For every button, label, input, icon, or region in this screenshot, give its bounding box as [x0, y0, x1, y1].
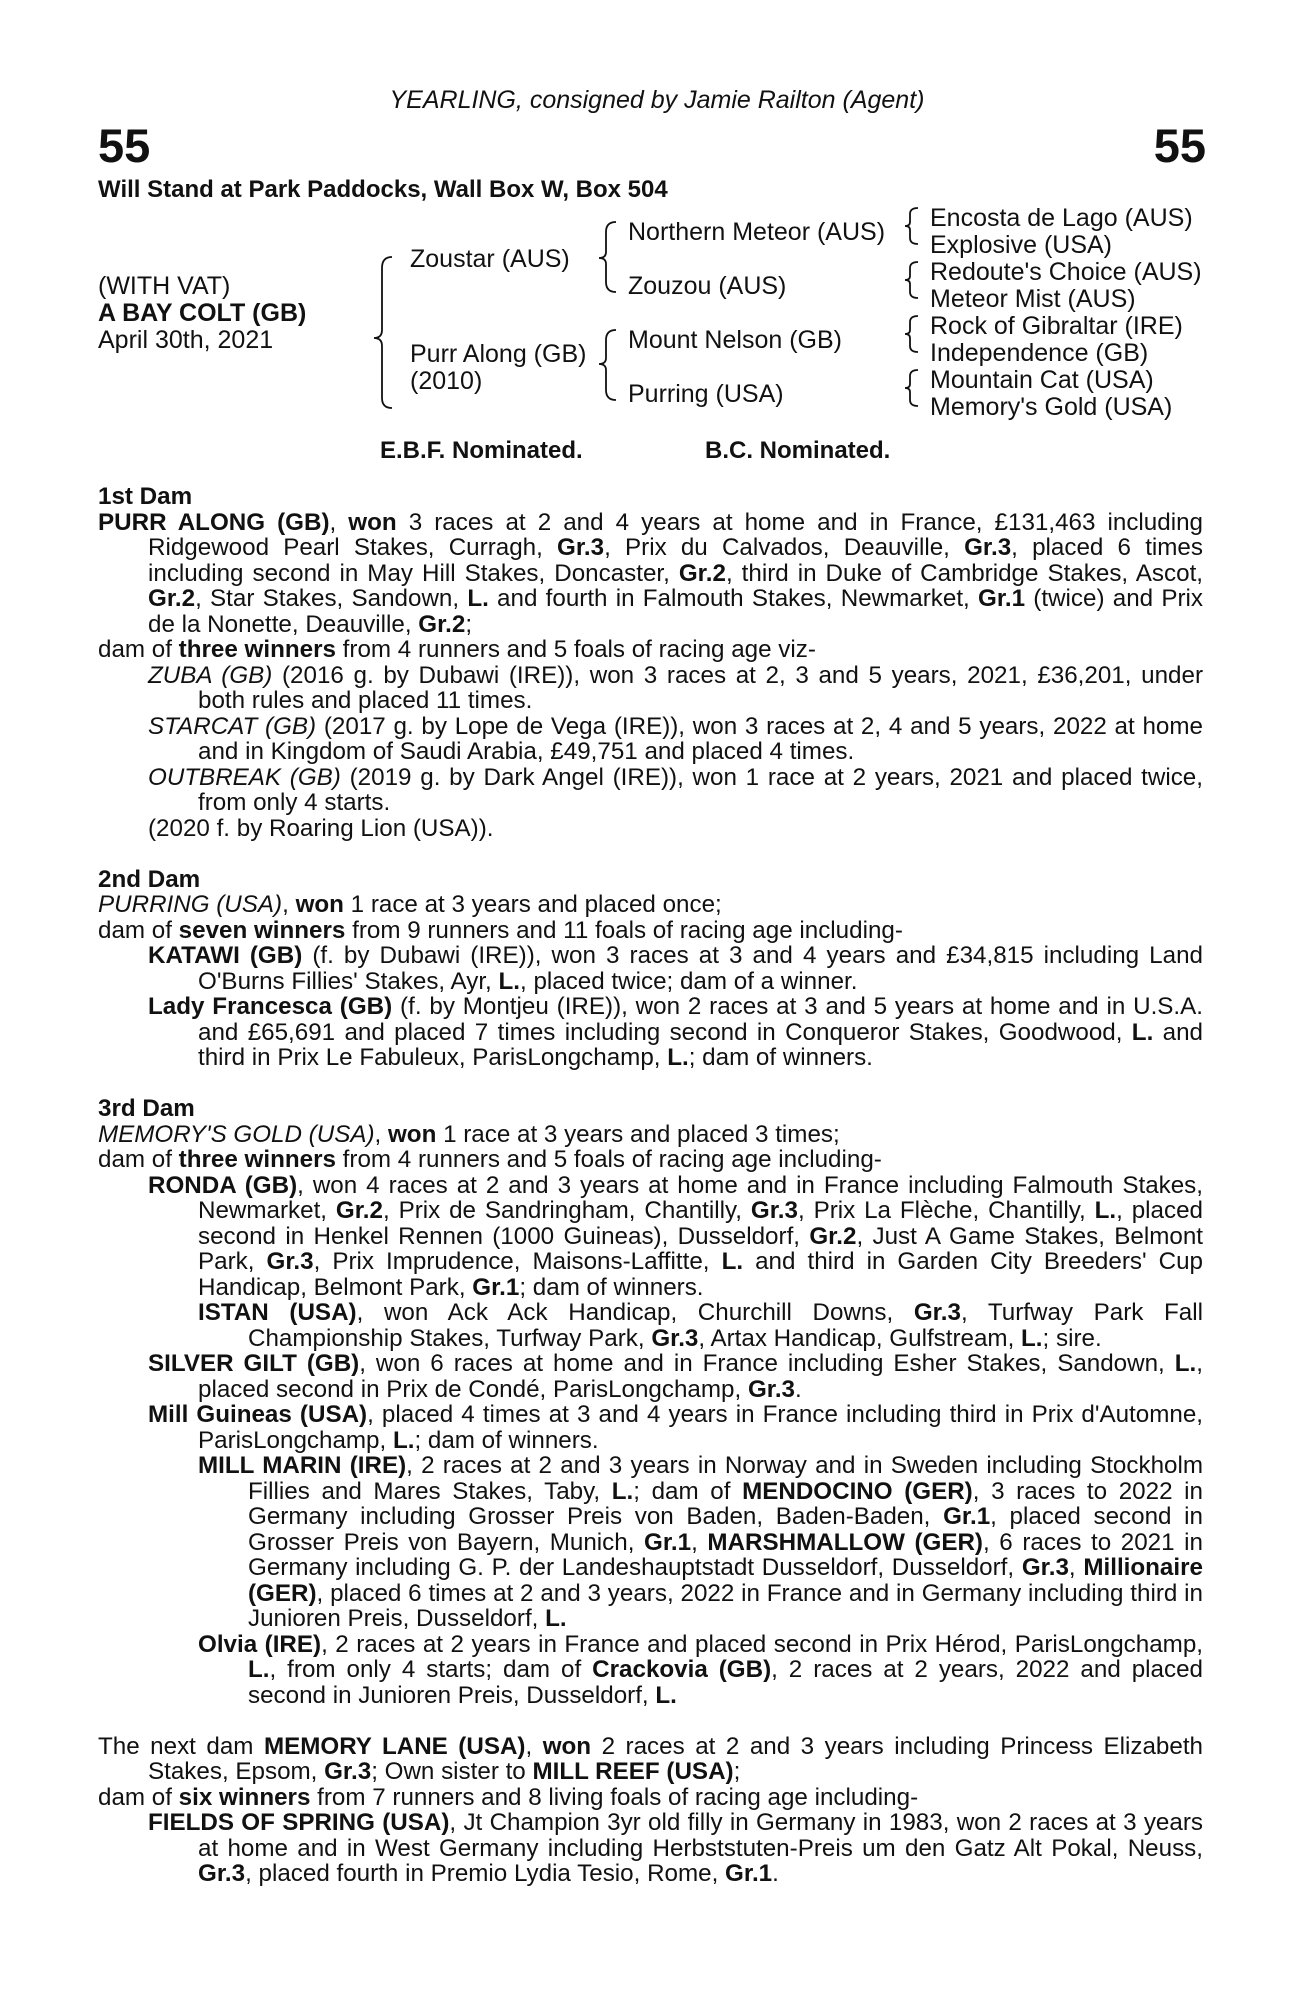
produce-ronda [98, 1173, 1203, 1301]
horse-name: A BAY COLT (GB) [98, 299, 307, 327]
produce-olvia [98, 1632, 1203, 1709]
text: ; sire. [1042, 1324, 1102, 1352]
next-dam-name: MEMORY LANE (USA) [263, 1732, 526, 1760]
text: from 7 runners and 8 living foals of racing age including- [310, 1783, 919, 1811]
text: (2020 f. by Roaring Lion (USA)). [148, 814, 494, 842]
produce-name: FIELDS OF SPRING (USA) [148, 1809, 450, 1836]
text: , from only 4 starts; dam of [269, 1656, 593, 1683]
text: , [525, 1732, 543, 1760]
grade: Gr.1 [644, 1528, 692, 1556]
produce-name: Olvia (IRE) [198, 1630, 322, 1658]
grade: Gr.2 [809, 1222, 857, 1250]
gen3-8: Memory's Gold (USA) [930, 393, 1173, 421]
text: 2 races at 2 and 3 years including Princess Elizabeth Stakes, Epsom, [148, 1732, 1203, 1785]
produce-name: OUTBREAK (GB) [148, 763, 341, 791]
grade: Gr.3 [651, 1324, 699, 1352]
grade: Gr.2 [335, 1197, 383, 1224]
bracket-g2 [905, 262, 918, 298]
text: , 3 races to 2022 in Germany including Grosser Preis von Baden, Baden-Baden, [248, 1477, 1203, 1530]
bracket-g4 [905, 370, 918, 406]
won-label: won [387, 1120, 437, 1148]
text: , [1068, 1554, 1084, 1581]
text: , won Ack Ack Handicap, Churchill Downs, [356, 1299, 914, 1326]
produce-name: ZUBA (GB) [148, 661, 273, 689]
produce-name: KATAWI (GB) [148, 942, 303, 969]
text: dam of [98, 636, 179, 663]
text: 1 race at 3 years and placed 3 times; [436, 1120, 840, 1148]
grade: Gr.3 [324, 1758, 372, 1785]
third-dam-produce-summary [98, 1147, 1203, 1173]
produce-name: MENDOCINO (GER) [742, 1477, 973, 1505]
text: , Star Stakes, Sandown, [195, 585, 468, 612]
text: , won 4 races at 2 and 3 years at home and in France including Falmouth Stakes, Newmarket, [198, 1171, 1203, 1224]
grade: Gr.2 [678, 559, 726, 587]
gen3-1: Encosta de Lago (AUS) [930, 204, 1193, 232]
text: , 6 races to 2021 in Germany including G. P. der Landeshauptstadt Dusseldorf, Dusseldorf, [248, 1528, 1203, 1581]
grade: Gr.3 [913, 1299, 961, 1326]
first-dam-record: PURR ALONG (GB), won 3 races at 2 and 4 years at home and in France, £131,463 including Ridgewood Pearl Stakes, Curragh, Gr.3, Prix du Calvados, Deauville, Gr.3, placed 6 times including second in May Hill Stakes, Doncaster, Gr.2, third in Duke of Cambridge Stakes, Ascot, Gr.2, Star Stakes, Sandown, L. and fourth in Falmouth Stakes, Newmarket, Gr.1 (twice) and Prix de la Nonette, Deauville, Gr.2; [98, 508, 1204, 638]
gen3-5: Rock of Gibraltar (IRE) [930, 312, 1183, 340]
vat-note: (WITH VAT) [98, 272, 231, 300]
text: , Prix de Sandringham, Chantilly, [382, 1197, 751, 1224]
grade: Gr.3 [747, 1375, 796, 1403]
first-dam-produce-summary [98, 637, 1203, 663]
produce-name: Mill Guineas (USA) [148, 1401, 368, 1428]
text: , 2 races at 2 and 3 years in Norway and in Sweden including Stockholm Fillies and Mares Stakes, Taby, [248, 1452, 1203, 1505]
third-dam-record: MEMORY'S GOLD (USA), won 1 race at 3 years and placed 3 times; [98, 1120, 840, 1148]
won-label: won [295, 891, 344, 918]
grade: Gr.3 [964, 534, 1012, 561]
text: ; [733, 1758, 741, 1785]
foaling-date: April 30th, 2021 [98, 326, 274, 354]
listed: L. [1131, 1018, 1154, 1046]
text: (2017 g. by Lope de Vega (IRE)), won 3 races at 2, 4 and 5 years, 2022 at home and in Kingdom of Saudi Arabia, £49,751 and placed 4 times. [198, 712, 1203, 765]
consignment-line: YEARLING, consigned by Jamie Railton (Agent) [389, 86, 925, 114]
text: , placed 6 times at 2 and 3 years, 2022 in France and in Germany including third in Junioren Preis, Dusseldorf, [248, 1579, 1203, 1632]
winners-count: three winners [178, 1146, 336, 1173]
produce-name: Crackovia (GB) [592, 1656, 772, 1683]
produce-fields-of-spring [98, 1810, 1203, 1887]
text: ; dam of winners. [414, 1426, 599, 1454]
text: , placed second in Henkel Rennen (1000 Guineas), Dusseldorf, [198, 1197, 1204, 1250]
second-dam-produce-summary [98, 918, 1203, 944]
winners-count: seven winners [178, 916, 346, 944]
grade: Gr.1 [725, 1860, 773, 1887]
grade: Gr.1 [472, 1273, 520, 1301]
produce-name: MARSHMALLOW (GER) [707, 1528, 983, 1556]
gen3-2: Explosive (USA) [930, 231, 1112, 259]
text: and fourth in Falmouth Stakes, Newmarket, [488, 585, 978, 612]
listed: L. [721, 1248, 744, 1275]
listed: L. [467, 585, 489, 612]
listed: L. [248, 1656, 270, 1683]
won-label: won [542, 1732, 592, 1760]
text: , placed 6 times including second in May Hill Stakes, Doncaster, [148, 534, 1203, 587]
grade: Gr.3 [1021, 1554, 1069, 1581]
third-dam-heading: 3rd Dam [98, 1095, 195, 1122]
grade: Gr.3 [266, 1248, 314, 1275]
text: (2016 g. by Dubawi (IRE)), won 3 races at 2, 3 and 5 years, 2021, £36,201, under both rules and placed 11 times. [198, 661, 1203, 714]
text: , Prix du Calvados, Deauville, [604, 534, 965, 561]
text: 3 races at 2 and 4 years at home and in France, £131,463 including Ridgewood Pearl Stakes, Curragh, [148, 508, 1203, 561]
first-dam-name: PURR ALONG (GB) [98, 508, 330, 536]
text: ; Own sister to [371, 1758, 533, 1785]
text: from 4 runners and 5 foals of racing age viz- [335, 636, 816, 663]
text: dam of [98, 916, 179, 944]
next-dam-record [98, 1734, 1203, 1785]
third-dam-name: MEMORY'S GOLD (USA) [98, 1120, 375, 1148]
second-dam-heading: 2nd Dam [98, 865, 201, 893]
text: and third in Garden City Breeders' Cup Handicap, Belmont Park, [198, 1248, 1203, 1301]
grade: Gr.2 [148, 585, 196, 612]
bracket-g1 [905, 208, 918, 244]
listed: L. [611, 1477, 634, 1505]
text: and third in Prix Le Fabuleux, ParisLongchamp, [198, 1018, 1204, 1071]
winners-count: three winners [178, 636, 336, 663]
dam: Purr Along (GB) [410, 340, 587, 368]
produce-mill-guineas [98, 1402, 1203, 1453]
text: , 2 races at 2 years in France and placed second in Prix Hérod, ParisLongchamp, [321, 1630, 1203, 1658]
second-dam-name: PURRING (USA) [98, 891, 283, 918]
sire: Zoustar (AUS) [410, 245, 570, 273]
dam-sire: Mount Nelson (GB) [628, 326, 842, 354]
produce-lady-francesca [98, 994, 1203, 1071]
sire-dam: Zouzou (AUS) [628, 272, 787, 300]
winners-count: six winners [178, 1783, 311, 1811]
listed: L. [1021, 1324, 1043, 1352]
text: ; dam of [633, 1477, 743, 1505]
grade: Gr.1 [943, 1503, 991, 1530]
text: , placed twice; dam of a winner. [520, 967, 858, 995]
won-label: won [348, 508, 397, 536]
text: ; [465, 610, 473, 638]
text: dam of [98, 1783, 179, 1811]
text: dam of [98, 1146, 179, 1173]
bracket-g3 [905, 316, 918, 352]
first-dam-heading: 1st Dam [98, 483, 193, 510]
bracket-main [374, 257, 392, 408]
listed: L. [545, 1605, 567, 1632]
produce-name: Lady Francesca (GB) [148, 993, 393, 1020]
text: , won 6 races at home and in France including Esher Stakes, Sandown, [359, 1350, 1175, 1377]
listed: L. [667, 1044, 689, 1071]
gen3-7: Mountain Cat (USA) [930, 366, 1154, 394]
produce-silver-gilt [98, 1351, 1203, 1402]
text: , Prix La Flèche, Chantilly, [797, 1197, 1095, 1224]
produce-name: MILL MARIN (IRE) [198, 1452, 407, 1479]
bracket-sire [599, 222, 616, 292]
produce-zuba [98, 663, 1203, 714]
text: , Prix Imprudence, Maisons-Laffitte, [313, 1248, 722, 1275]
produce-name: Millionaire (GER) [248, 1554, 1203, 1607]
produce-name: RONDA (GB) [148, 1171, 298, 1199]
listed: L. [498, 967, 520, 995]
lot-number-right: 55 [1153, 119, 1206, 172]
text: , placed second in Grosser Preis von Bayern, Munich, [248, 1503, 1203, 1556]
dam-year: (2010) [410, 367, 483, 395]
pedigree-brackets [0, 0, 1314, 460]
produce-name: STARCAT (GB) [148, 712, 317, 740]
text: , placed 4 times at 3 and 4 years in France including third in Prix d'Automne, ParisLongchamp, [198, 1401, 1203, 1454]
text: (f. by Montjeu (IRE)), won 2 races at 3 and 5 years at home and in U.S.A. and £65,691 and placed 7 times including second in Conqueror Stakes, Goodwood, [198, 993, 1203, 1046]
produce-name: SILVER GILT (GB) [148, 1350, 360, 1377]
grade: Gr.2 [418, 610, 466, 638]
text: , placed fourth in Premio Lydia Tesio, Rome, [245, 1860, 726, 1887]
sire-sire: Northern Meteor (AUS) [628, 218, 886, 246]
text: . [772, 1860, 779, 1887]
next-dam-produce-summary [98, 1785, 1203, 1811]
second-dam-record: PURRING (USA), won 1 race at 3 years and placed once; [98, 891, 722, 918]
grade: Gr.3 [750, 1197, 798, 1224]
produce-2020 [98, 816, 1203, 842]
produce-name: ISTAN (USA) [198, 1299, 357, 1326]
text: (f. by Dubawi (IRE)), won 3 races at 3 and 4 years and £34,815 including Land O'Burns Fillies' Stakes, Ayr, [198, 942, 1203, 995]
listed: L. [392, 1426, 415, 1454]
text: from 9 runners and 11 foals of racing age including- [345, 916, 903, 944]
text: (2019 g. by Dark Angel (IRE)), won 1 race at 2 years, 2021 and placed twice, from only 4 starts. [198, 763, 1203, 816]
text: The next dam [98, 1732, 264, 1760]
produce-katawi [98, 943, 1203, 994]
text: , Jt Champion 3yr old filly in Germany in 1983, won 2 races at 3 years at home and in West Germany including Herbststuten-Preis um den Gatz Alt Pokal, Neuss, [198, 1809, 1203, 1862]
text: (twice) and Prix de la Nonette, Deauville, [148, 585, 1203, 638]
text: , Artax Handicap, Gulfstream, [698, 1324, 1022, 1352]
text: ; dam of winners. [519, 1273, 704, 1301]
gen3-4: Meteor Mist (AUS) [930, 285, 1136, 313]
listed: L. [1094, 1197, 1117, 1224]
gen3-6: Independence (GB) [930, 339, 1149, 367]
text: from 4 runners and 5 foals of racing age including- [335, 1146, 882, 1173]
text: ; dam of winners. [688, 1044, 873, 1071]
text: , 2 races at 2 years, 2022 and placed second in Junioren Preis, Dusseldorf, [248, 1656, 1203, 1709]
dam-dam: Purring (USA) [628, 380, 784, 408]
bracket-dam [599, 330, 616, 400]
stand-location: Will Stand at Park Paddocks, Wall Box W, Box 504 [98, 176, 668, 203]
produce-starcat [98, 714, 1203, 765]
text: , third in Duke of Cambridge Stakes, Ascot, [725, 559, 1204, 587]
grade: Gr.1 [978, 585, 1026, 612]
bc-nomination: B.C. Nominated. [705, 437, 891, 464]
grade: Gr.3 [557, 534, 605, 561]
text: , Turfway Park Fall Championship Stakes, Turfway Park, [248, 1299, 1203, 1352]
produce-istan [98, 1300, 1203, 1351]
lot-number-left: 55 [98, 119, 151, 172]
catalogue-body [98, 484, 1203, 1887]
text: 1 race at 3 years and placed once; [343, 891, 722, 918]
text: . [795, 1375, 802, 1403]
text: , placed second in Prix de Condé, ParisLongchamp, [198, 1350, 1203, 1403]
sister-name: MILL REEF (USA) [532, 1758, 734, 1785]
listed: L. [1174, 1350, 1197, 1377]
produce-outbreak [98, 765, 1203, 816]
ebf-nomination: E.B.F. Nominated. [380, 437, 583, 464]
gen3-3: Redoute's Choice (AUS) [930, 258, 1202, 286]
text: , Just A Game Stakes, Belmont Park, [198, 1222, 1203, 1275]
grade: Gr.3 [198, 1860, 246, 1887]
listed: L. [655, 1681, 677, 1709]
text: , [691, 1528, 708, 1556]
produce-mill-marin [98, 1453, 1203, 1632]
